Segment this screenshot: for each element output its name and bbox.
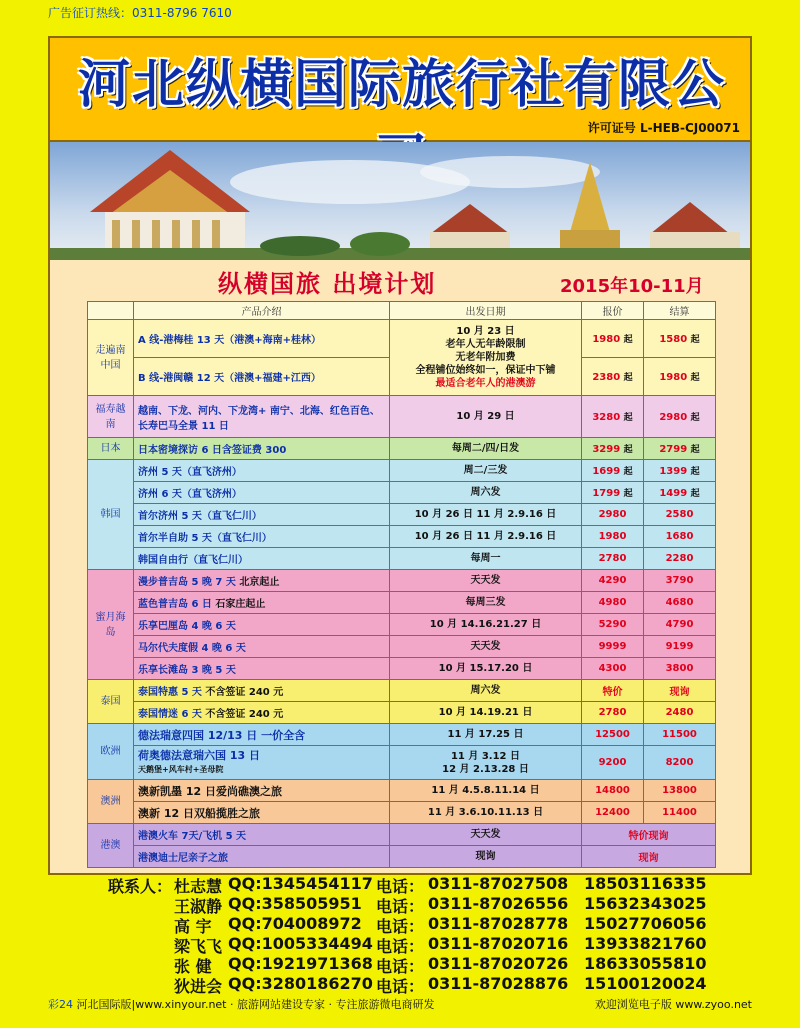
contact-mobile: 13933821760: [584, 934, 707, 953]
date-cell: 周六发: [390, 680, 582, 702]
temple-banner-image: [48, 142, 752, 260]
price-cell: 14800: [582, 780, 644, 802]
settle-cell: [644, 438, 716, 460]
contact-qq: QQ:1921971368: [228, 954, 373, 973]
settle-cell: 13800: [644, 780, 716, 802]
settle-value: 1399: [659, 466, 688, 477]
settle-cell: 3800: [644, 658, 716, 680]
contact-list: [48, 874, 752, 996]
price-suffix: 起: [623, 335, 633, 345]
product-cell: 济州 6 天（直飞济州）: [134, 482, 390, 504]
settle-cell: 4790: [644, 614, 716, 636]
price-cell: 特价现询: [582, 824, 716, 846]
settle-value: 1499: [659, 488, 688, 499]
date-cell: 10 月 14.16.21.27 日: [390, 614, 582, 636]
date-cell: 10 月 14.19.21 日: [390, 702, 582, 724]
product-name: 泰国情迷 6 天: [138, 709, 202, 720]
settle-suffix: 起: [690, 445, 700, 455]
date-cell: 10 月 29 日: [390, 396, 582, 438]
price-suffix: 起: [623, 467, 633, 477]
settle-cell: 2280: [644, 548, 716, 570]
product-name: 蓝色普吉岛 6 日: [138, 599, 212, 610]
contact-tel: 0311-87028876: [428, 974, 569, 993]
date-text: 10 月 23 日: [456, 326, 515, 337]
table-row: [88, 724, 716, 746]
license-number: 许可证号 L-HEB-CJ00071: [587, 121, 740, 135]
price-value: 1699: [592, 466, 621, 477]
date-cell: 10 月 26 日 11 月 2.9.16 日: [390, 504, 582, 526]
date-cell: 周二/三发: [390, 460, 582, 482]
date-cell: 周六发: [390, 482, 582, 504]
footer-site-text[interactable]: 河北国际版|www.xinyour.net · 旅游网站建设专家 · 专注旅游微电商研发: [76, 998, 435, 1011]
contact-qq: QQ:1005334494: [228, 934, 373, 953]
region-cell: 泰国: [88, 680, 134, 724]
contact-mobile: 18503116335: [584, 874, 707, 893]
settle-cell: 11400: [644, 802, 716, 824]
settle-cell: 4680: [644, 592, 716, 614]
date-cell: 天天发: [390, 824, 582, 846]
product-name: 德法瑞意四国 12/13 日: [138, 728, 258, 742]
settle-cell: 9199: [644, 636, 716, 658]
contact-tel-label: 电话：: [376, 977, 425, 996]
settle-cell: 现询: [644, 680, 716, 702]
price-cell: 现询: [582, 846, 716, 868]
date-cell: 天天发: [390, 636, 582, 658]
product-cell: 济州 5 天（直飞济州）: [134, 460, 390, 482]
price-suffix: 起: [623, 413, 633, 423]
note-text: 老年人无年龄限制: [445, 339, 526, 350]
price-cell: 4980: [582, 592, 644, 614]
product-cell: 港澳迪士尼亲子之旅: [134, 846, 390, 868]
price-value: 3299: [592, 444, 621, 455]
product-cell: 港澳火车 7天/飞机 5 天: [134, 824, 390, 846]
product-cell: 马尔代夫度假 4 晚 6 天: [134, 636, 390, 658]
table-row: [88, 482, 716, 504]
product-name: 漫步普吉岛 5 晚 7 天: [138, 577, 236, 588]
product-cell: A 线-港梅桂 13 天（港澳+海南+桂林）: [134, 320, 390, 358]
ad-hotline: 广告征订热线：0311-8796 7610: [48, 6, 232, 20]
price-cell: 12400: [582, 802, 644, 824]
product-cell: 首尔半自助 5 天（直飞仁川）: [134, 526, 390, 548]
table-row: [88, 846, 716, 868]
product-cell: 越南、下龙、河内、下龙湾+ 南宁、北海、红色百色、长寿巴马全景 11 日: [134, 396, 390, 438]
product-cell: [134, 570, 390, 592]
product-note: 北京起止: [239, 577, 280, 588]
settle-cell: [644, 320, 716, 358]
contact-name: 狄进会: [174, 977, 223, 996]
table-row: [88, 570, 716, 592]
table-row: [88, 746, 716, 780]
contact-qq: QQ:3280186270: [228, 974, 373, 993]
table-header-row: [88, 302, 716, 320]
table-row: [88, 320, 716, 358]
price-value: 2380: [592, 372, 621, 383]
page-number: 彩24: [48, 998, 73, 1011]
price-cell: 2980: [582, 504, 644, 526]
header-price: 报价: [582, 302, 644, 320]
header-date: 出发日期: [390, 302, 582, 320]
region-cell: 走遍南中国: [88, 320, 134, 396]
product-cell: 乐享巴厘岛 4 晚 6 天: [134, 614, 390, 636]
settle-cell: [644, 358, 716, 396]
product-note: 天鹅堡+风车村+圣母院: [138, 764, 224, 774]
table-row: [88, 548, 716, 570]
header-region: [88, 302, 134, 320]
table-row: [88, 504, 716, 526]
itinerary-table: [87, 301, 716, 868]
date-cell: 每周三发: [390, 592, 582, 614]
settle-cell: [644, 396, 716, 438]
price-suffix: 起: [623, 373, 633, 383]
table-row: [88, 780, 716, 802]
price-cell: 4300: [582, 658, 644, 680]
table-row: [88, 802, 716, 824]
price-suffix: 起: [623, 489, 633, 499]
product-cell: [134, 592, 390, 614]
date-cell: [390, 746, 582, 780]
price-cell: 4290: [582, 570, 644, 592]
contact-name: 杜志慧: [174, 877, 223, 896]
settle-value: 2980: [659, 412, 688, 423]
settle-cell: 8200: [644, 746, 716, 780]
footer-right-link[interactable]: 欢迎浏览电子版 www.zyoo.net: [594, 998, 752, 1011]
settle-suffix: 起: [690, 413, 700, 423]
contact-mobile: 15632343025: [584, 894, 707, 913]
date-cell: [390, 320, 582, 396]
contact-qq: QQ:704008972: [228, 914, 362, 933]
table-row: [88, 460, 716, 482]
price-cell: 5290: [582, 614, 644, 636]
date-cell: 天天发: [390, 570, 582, 592]
settle-suffix: 起: [690, 467, 700, 477]
settle-cell: [644, 482, 716, 504]
price-value: 3280: [592, 412, 621, 423]
contact-name: 高 宇: [174, 917, 212, 936]
date-cell: 10 月 26 日 11 月 2.9.16 日: [390, 526, 582, 548]
contact-tel: 0311-87020716: [428, 934, 569, 953]
product-cell: 澳新凯墨 12 日爱尚礁澳之旅: [134, 780, 390, 802]
product-cell: 首尔济州 5 天（直飞仁川）: [134, 504, 390, 526]
product-cell: [134, 680, 390, 702]
settle-cell: 2580: [644, 504, 716, 526]
price-cell: [582, 438, 644, 460]
date-cell: 11 月 3.6.10.11.13 日: [390, 802, 582, 824]
contact-tel-label: 电话：: [376, 917, 425, 936]
price-cell: 12500: [582, 724, 644, 746]
settle-value: 1580: [659, 334, 688, 345]
price-cell: 1980: [582, 526, 644, 548]
product-name: 泰国特惠 5 天: [138, 687, 202, 698]
settle-cell: 3790: [644, 570, 716, 592]
settle-suffix: 起: [690, 335, 700, 345]
region-cell: 韩国: [88, 460, 134, 570]
contact-qq: QQ:358505951: [228, 894, 362, 913]
product-cell: 韩国自由行（直飞仁川）: [134, 548, 390, 570]
region-cell: 欧洲: [88, 724, 134, 780]
product-cell: [134, 746, 390, 780]
settle-suffix: 起: [690, 373, 700, 383]
date-cell: 每周二/四/日发: [390, 438, 582, 460]
product-cell: B 线-港闽赣 12 天（港澳+福建+江西）: [134, 358, 390, 396]
plan-title: 纵横国旅 出境计划: [218, 270, 437, 298]
contact-tel: 0311-87027508: [428, 874, 569, 893]
region-cell: 日本: [88, 438, 134, 460]
contact-mobile: 15027706056: [584, 914, 707, 933]
contact-mobile: 18633055810: [584, 954, 707, 973]
note-text: 最适合老年人的港澳游: [435, 378, 536, 389]
header-settle: 结算: [644, 302, 716, 320]
note-text: 无老年附加费: [455, 352, 516, 363]
contact-qq: QQ:1345454117: [228, 874, 373, 893]
contact-mobile: 15100120024: [584, 974, 707, 993]
product-cell: [134, 702, 390, 724]
table-row: [88, 680, 716, 702]
price-cell: [582, 482, 644, 504]
date-cell: 11 月 4.5.8.11.14 日: [390, 780, 582, 802]
date-cell: 10 月 15.17.20 日: [390, 658, 582, 680]
price-cell: [582, 396, 644, 438]
table-row: [88, 824, 716, 846]
table-row: [88, 614, 716, 636]
footer-left: [48, 996, 434, 1012]
table-row: [88, 592, 716, 614]
product-cell: 日本密境探访 6 日含签证费 300: [134, 438, 390, 460]
settle-suffix: 起: [690, 489, 700, 499]
price-cell: 2780: [582, 548, 644, 570]
contact-name: 张 健: [174, 957, 212, 976]
table-row: [88, 636, 716, 658]
settle-cell: 1680: [644, 526, 716, 548]
settle-cell: [644, 460, 716, 482]
product-note: 石家庄起止: [215, 599, 266, 610]
price-cell: [582, 358, 644, 396]
price-cell: 9200: [582, 746, 644, 780]
company-name: 河北纵横国际旅行社有限公: [77, 55, 726, 115]
price-value: 1980: [592, 334, 621, 345]
settle-cell: 2480: [644, 702, 716, 724]
price-cell: [582, 320, 644, 358]
page-footer: [0, 992, 800, 1028]
product-cell: [134, 724, 390, 746]
product-cell: 澳新 12 日双船揽胜之旅: [134, 802, 390, 824]
price-cell: 特价: [582, 680, 644, 702]
table-row: [88, 658, 716, 680]
contact-label: 联系人：: [108, 877, 173, 896]
note-text: 全程铺位始终如一，保证中下铺: [415, 365, 556, 376]
region-cell: 澳洲: [88, 780, 134, 824]
date-cell: 每周一: [390, 548, 582, 570]
price-suffix: 起: [623, 445, 633, 455]
contact-tel-label: 电话：: [376, 937, 425, 956]
date-cell: 现询: [390, 846, 582, 868]
contact-tel: 0311-87020726: [428, 954, 569, 973]
price-cell: 2780: [582, 702, 644, 724]
price-cell: [582, 460, 644, 482]
table-row: [88, 526, 716, 548]
contact-tel: 0311-87026556: [428, 894, 569, 913]
plan-date: 2015年10-11月: [560, 276, 704, 297]
header-product: 产品介绍: [134, 302, 390, 320]
product-note: 不含签证 240 元: [205, 687, 284, 698]
product-note: 不含签证 240 元: [205, 709, 284, 720]
date-text: 12 月 2.13.28 日: [442, 763, 529, 775]
table-row: [88, 396, 716, 438]
contact-name: 梁飞飞: [174, 937, 223, 956]
table-row: [88, 702, 716, 724]
contact-tel-label: 电话：: [376, 897, 425, 916]
product-cell: 乐享长滩岛 3 晚 5 天: [134, 658, 390, 680]
settle-value: 2799: [659, 444, 688, 455]
product-note: 一价全含: [261, 728, 306, 742]
price-cell: 9999: [582, 636, 644, 658]
settle-cell: 11500: [644, 724, 716, 746]
region-cell: 福寿越南: [88, 396, 134, 438]
region-cell: 蜜月海岛: [88, 570, 134, 680]
product-name: 荷奥德法意瑞六国 13 日: [138, 748, 260, 762]
price-value: 1799: [592, 488, 621, 499]
company-header: [48, 36, 752, 142]
settle-value: 1980: [659, 372, 688, 383]
date-cell: 11 月 17.25 日: [390, 724, 582, 746]
contact-tel-label: 电话：: [376, 957, 425, 976]
contact-tel: 0311-87028778: [428, 914, 569, 933]
contact-tel-label: 电话：: [376, 877, 425, 896]
contact-name: 王淑静: [174, 897, 223, 916]
table-row: [88, 438, 716, 460]
region-cell: 港澳: [88, 824, 134, 868]
date-text: 11 月 3.12 日: [450, 750, 521, 762]
